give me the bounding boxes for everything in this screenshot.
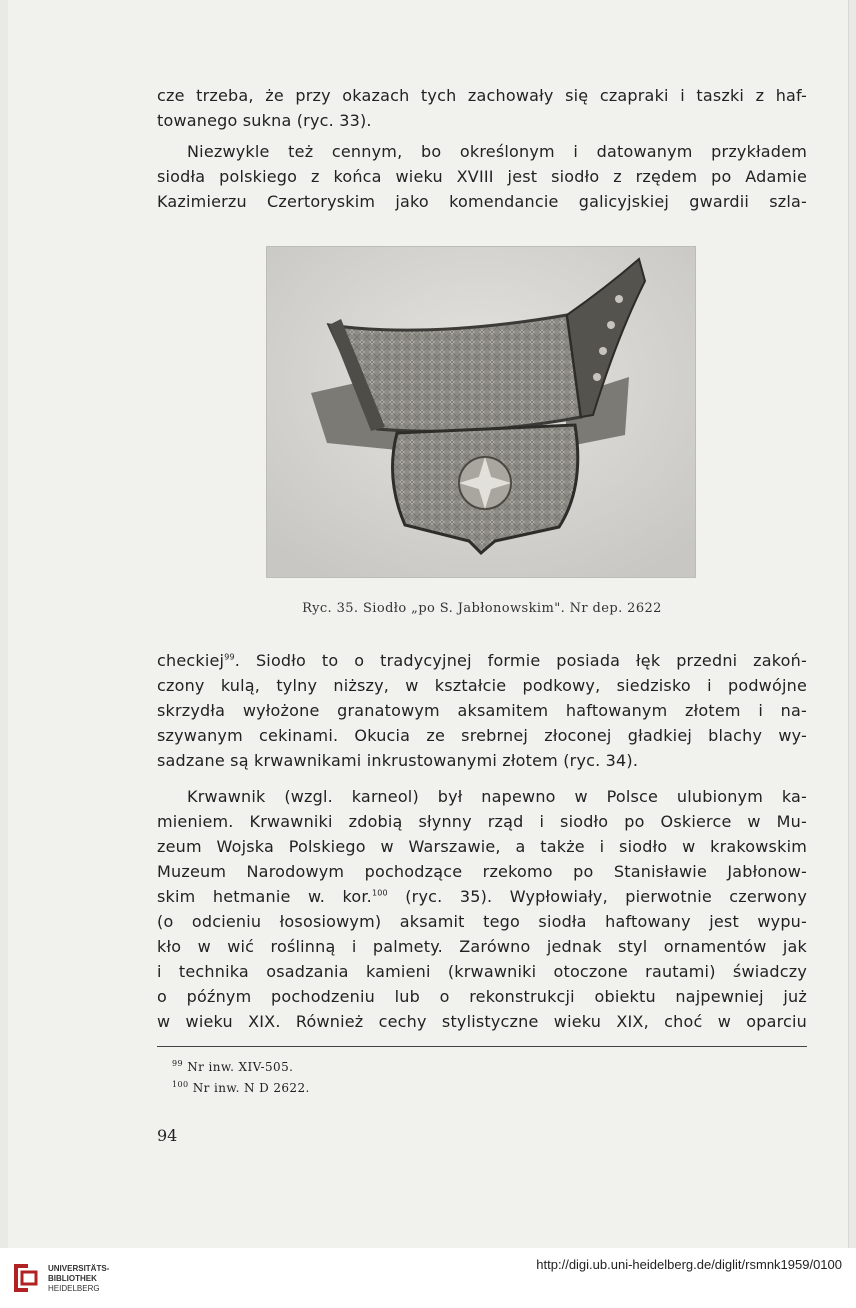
text-line: Kazimierzu Czertoryskim jako komendancie galicyjskiej gwardii szla-: [157, 192, 807, 211]
footnote-divider: [157, 1046, 807, 1047]
library-logo-icon: [10, 1260, 40, 1296]
page-number: 94: [157, 1126, 178, 1145]
text-line: czony kulą, tylny niższy, w kształcie podkowy, siedzisko i podwójne: [157, 676, 807, 695]
footnote-text: Nr inw. N D 2622.: [192, 1081, 310, 1095]
text-line: skrzydła wyłożone granatowym aksamitem haftowanym złotem i na-: [157, 701, 807, 720]
text-line: cze trzeba, że przy okazach tych zachowały się czapraki i taszki z haf-: [157, 86, 807, 105]
library-name-line: UNIVERSITÄTS-: [48, 1264, 110, 1273]
text-segment: (ryc. 35). Wypłowiały, pierwotnie czerwony: [387, 887, 808, 906]
saddle-illustration: [267, 247, 695, 577]
footnote-number: 100: [172, 1080, 189, 1089]
text-line: Krwawnik (wzgl. karneol) był napewno w Polsce ulubionym ka-: [187, 787, 807, 806]
saddle-photograph: [266, 246, 696, 578]
text-segment: checkiej: [157, 651, 225, 670]
text-line: [157, 648, 807, 673]
text-segment: . Siodło to o tradycyjnej formie posiada łęk przedni zakoń-: [234, 651, 807, 670]
source-url-link[interactable]: http://digi.ub.uni-heidelberg.de/diglit/rsmnk1959/0100: [536, 1257, 842, 1272]
library-name: [48, 1264, 109, 1294]
text-line: o późnym pochodzeniu lub o rekonstrukcji obiektu najpewniej już: [157, 987, 807, 1006]
footnote-reference: 99: [224, 652, 235, 662]
text-line: w wieku XIX. Również cechy stylistyczne wieku XIX, choć w oparciu: [157, 1012, 807, 1031]
text-line: kło w wić roślinną i palmety. Zarówno jednak styl ornamentów jak: [157, 937, 807, 956]
footnote-number: 99: [172, 1059, 183, 1068]
footnote-99: [172, 1060, 293, 1074]
footnote-text: Nr inw. XIV-505.: [187, 1060, 294, 1074]
text-line: Muzeum Narodowym pochodzące rzekomo po Stanisławie Jabłonow-: [157, 862, 807, 881]
paragraph-1: [157, 83, 807, 133]
footnote-reference: 100: [371, 888, 388, 898]
text-line: [157, 884, 807, 909]
library-name-line: BIBLIOTHEK: [48, 1274, 97, 1283]
footnote-100: [172, 1081, 310, 1095]
paragraph-3: [157, 648, 807, 773]
text-line: szywanym cekinami. Okucia ze srebrnej złoconej gładkiej blachy wy-: [157, 726, 807, 745]
library-name-line: HEIDELBERG: [48, 1284, 100, 1293]
text-segment: skim hetmanie w. kor.: [157, 887, 372, 906]
text-line: i technika osadzania kamieni (krwawniki otoczone rautami) świadczy: [157, 962, 807, 981]
text-line: siodła polskiego z końca wieku XVIII jest siodło z rzędem po Adamie: [157, 167, 807, 186]
text-line: sadzane są krwawnikami inkrustowanymi złotem (ryc. 34).: [157, 751, 639, 770]
paragraph-4: [157, 784, 807, 1034]
paragraph-2: [157, 139, 807, 214]
text-line: zeum Wojska Polskiego w Warszawie, a także i siodło w krakowskim: [157, 837, 807, 856]
text-line: mieniem. Krwawniki zdobią słynny rząd i siodło po Oskierce w Mu-: [157, 812, 807, 831]
text-line: Niezwykle też cennym, bo określonym i datowanym przykładem: [187, 142, 807, 161]
text-line: towanego sukna (ryc. 33).: [157, 111, 372, 130]
text-line: (o odcieniu łososiowym) aksamit tego siodła haftowany jest wypu-: [157, 912, 807, 931]
figure-caption: Ryc. 35. Siodło „po S. Jabłonowskim". Nr dep. 2622: [302, 601, 662, 616]
digitization-footer: [0, 1248, 856, 1308]
